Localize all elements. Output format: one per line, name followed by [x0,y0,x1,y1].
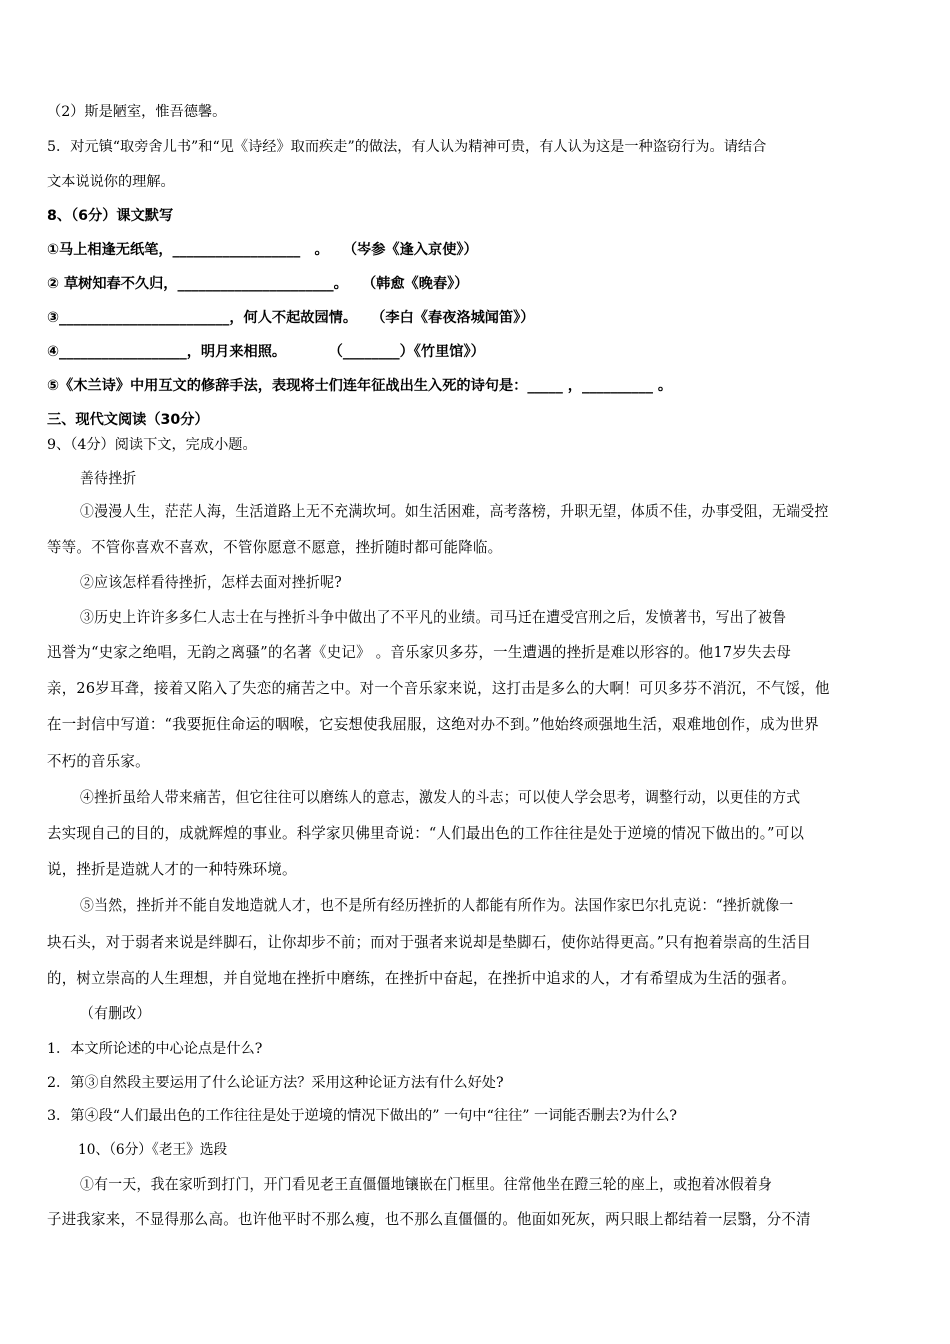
question-8-heading: 8、（6分）课文默写 [47,208,174,224]
sub-question-3: 3．第④段“人们最出色的工作往往是处于逆境的情况下做出的” 一句中“往往” 一词能否删去?为什么? [47,1108,677,1124]
article-para-3: ③历史上许许多多仁人志士在与挫折斗争中做出了不平凡的业绩。司马迁在遭受宫刑之后，发愤著书，写出了被鲁 [80,609,787,626]
article-para-5-cont: 的，树立崇高的人生理想，并自觉地在挫折中磨练，在挫折中奋起，在挫折中追求的人，才有希望成为生活的强者。 [47,970,797,987]
recite-line-2: ② 草树知春不久归，______________________。 （韩愈《晚春》） [47,276,469,292]
sub-question-1: 1．本文所论述的中心论点是什么? [47,1041,263,1057]
article-note: （有删改） [80,1005,151,1022]
article-para-3-cont: 在一封信中写道：“我要扼住命运的咽喉，它妄想使我屈服，这绝对办不到。”他始终顽强地生活，艰难地创作，成为世界 [47,716,819,733]
recite-line-3: ③________________________，何人不起故园情。 （李白《春夜洛城闻笛》） [47,310,535,326]
question-5-cont: 文本说说你的理解。 [47,174,175,190]
article-para-4-cont: 去实现自己的目的，成就辉煌的事业。科学家贝佛里奇说：“人们最出色的工作往往是处于逆境的情况下做出的。”可以 [47,825,805,842]
article-para-5: ⑤当然，挫折并不能自发地造就人才，也不是所有经历挫折的人都能有所作为。法国作家巴尔扎克说：“挫折就像一 [80,897,794,914]
article-para-1: ①漫漫人生，茫茫人海，生活道路上无不充满坎坷。如生活困难，高考落榜，升职无望，体质不佳，办事受阻，无端受控 [80,503,829,520]
article-para-5-cont: 块石头，对于弱者来说是绊脚石，让你却步不前；而对于强者来说却是垫脚石，使你站得更高。”只有抱着崇高的生活目 [47,934,812,951]
article-para-3-cont: 不朽的音乐家。 [47,753,150,770]
question-9-heading: 9、（4分）阅读下文，完成小题。 [47,437,257,453]
excerpt-para-1: ①有一天，我在家听到打门，开门看见老王直僵僵地镶嵌在门框里。往常他坐在蹬三轮的座上，或抱着冰假着身 [80,1176,773,1193]
question-10-heading: 10、（6分）《老王》选段 [78,1142,228,1158]
question-5: 5．对元镇“取旁舍儿书”和“见《诗经》取而疾走”的做法，有人认为精神可贵，有人认为这是一种盗窃行为。请结合 [47,139,767,155]
article-para-3-cont: 迅誉为“史家之绝唱，无韵之离骚”的名著《史记》 。音乐家贝多芬，一生遭遇的挫折是难以形容的。他17岁失去母 [47,644,792,661]
article-para-2: ②应该怎样看待挫折，怎样去面对挫折呢? [80,574,342,591]
recite-line-4: ④__________________，明月来相照。 （________）《竹里馆》） [47,344,485,360]
answer-line-2: （2）斯是陋室，惟吾德馨。 [47,104,227,120]
article-para-4: ④挫折虽给人带来痛苦，但它往往可以磨练人的意志，激发人的斗志；可以使人学会思考，调整行动，以更佳的方式 [80,789,801,806]
article-title: 善待挫折 [80,470,137,487]
sub-question-2: 2．第③自然段主要运用了什么论证方法？采用这种论证方法有什么好处? [47,1075,504,1091]
article-para-1-cont: 等等。不管你喜欢不喜欢，不管你愿意不愿意，挫折随时都可能降临。 [47,539,503,556]
recite-line-5: ⑤《木兰诗》中用互文的修辞手法，表现将士们连年征战出生入死的诗句是：_____ ，__________ 。 [47,378,673,394]
recite-line-1: ①马上相逢无纸笔，__________________ 。 （岑参《逢入京使》） [47,242,478,258]
article-para-3-cont: 亲，26岁耳聋，接着又陷入了失恋的痛苦之中。对一个音乐家来说，这打击是多么的大啊！可贝多芬不消沉，不气馁，他 [47,680,830,697]
article-para-4-cont: 说，挫折是造就人才的一种特殊环境。 [47,861,297,878]
excerpt-para-1-cont: 子进我家来，不显得那么高。也许他平时不那么瘦，也不那么直僵僵的。他面如死灰，两只眼上都结着一层翳，分不清 [47,1211,811,1228]
section-3-heading: 三、现代文阅读（30分） [47,412,209,428]
